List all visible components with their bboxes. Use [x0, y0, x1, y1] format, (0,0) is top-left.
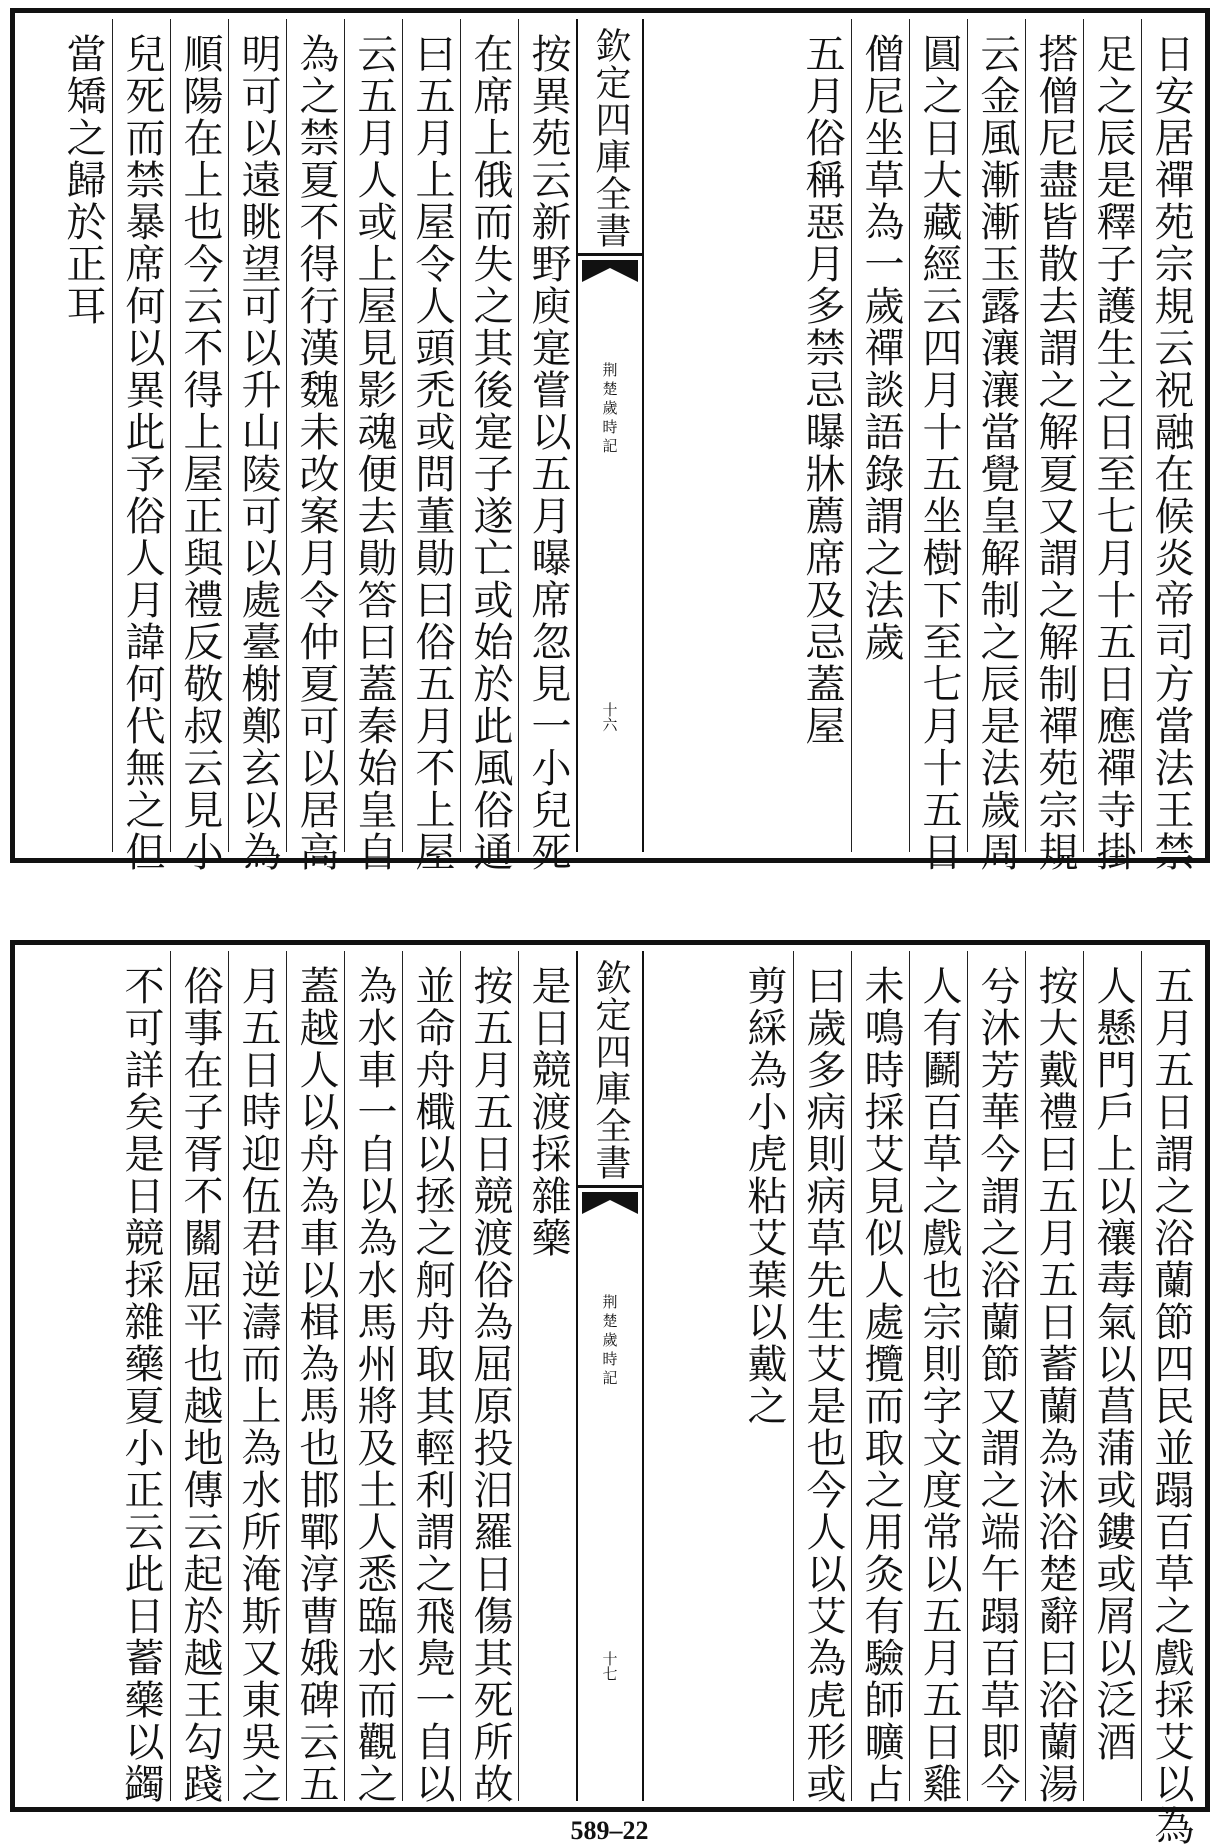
- text-column: [228, 19, 286, 873]
- text-column: [286, 951, 344, 1805]
- column-text: 曰五月上屋令人頭禿或問董勛曰俗五月不上屋: [409, 33, 455, 873]
- column-text: 人懸門戶上以禳毒氣以菖蒲或鏤或屑以泛酒: [1090, 965, 1136, 1763]
- text-column: [460, 19, 518, 873]
- text-column: [112, 19, 170, 873]
- column-text: 不可詳矣是日競採雜藥夏小正云此日蓄藥以蠲: [118, 965, 164, 1805]
- fold-band: [578, 1185, 642, 1188]
- text-column: [286, 19, 344, 873]
- column-text: 是日競渡採雜藥: [525, 965, 571, 1259]
- column-text: 五月五日謂之浴蘭節四民並蹋百草之戲採艾以為: [1148, 965, 1194, 1847]
- fishtail-mark-icon: [582, 1192, 638, 1214]
- page-number: 589–22: [570, 1816, 649, 1845]
- column-text: 兮沐芳華今謂之浴蘭節又謂之端午蹋百草即今: [974, 965, 1020, 1805]
- column-text: 俗事在子胥不關屈平也越地傳云起於越王勾踐: [177, 965, 223, 1805]
- text-column: [1025, 19, 1083, 873]
- text-column: [967, 19, 1025, 873]
- text-column: [344, 951, 402, 1805]
- text-column: [54, 19, 112, 852]
- column-text: 為之禁夏不得行漢魏未改案月令仲夏可以居高: [293, 33, 339, 873]
- text-column: [1083, 19, 1141, 873]
- text-column: [1025, 951, 1083, 1805]
- text-column: [1141, 951, 1199, 1847]
- column-text: 日安居禪苑宗規云祝融在候炎帝司方當法王禁: [1148, 33, 1194, 873]
- left-half: [21, 19, 576, 873]
- chapter-title: 荆楚歲時記: [600, 362, 619, 457]
- text-column: [518, 19, 576, 873]
- fold-band: [578, 253, 642, 256]
- column-text: 蓋越人以舟為車以楫為馬也邯鄲淳曹娥碑云五: [293, 965, 339, 1805]
- text-column: [735, 951, 793, 1801]
- text-column: [793, 19, 851, 852]
- text-column: [170, 951, 228, 1805]
- text-column: [909, 951, 967, 1805]
- text-column: [112, 951, 170, 1805]
- center-fold: [576, 951, 644, 1801]
- column-text: 足之辰是釋子護生之日至七月十五日應禪寺掛: [1090, 33, 1136, 873]
- center-fold: [576, 19, 644, 852]
- column-text: 當矯之歸於正耳: [60, 33, 106, 327]
- text-column: [344, 19, 402, 873]
- text-column: [1141, 19, 1199, 873]
- column-text: 按異苑云新野庾寔嘗以五月曝席忽見一小兒死: [525, 33, 571, 873]
- text-column: [909, 19, 967, 873]
- text-column: [402, 19, 460, 873]
- column-text: 云金風漸漸玉露瀼瀼當覺皇解制之辰是法歲周: [974, 33, 1020, 873]
- column-text: 五月俗稱惡月多禁忌曝牀薦席及忌蓋屋: [799, 33, 845, 747]
- text-column: [170, 19, 228, 873]
- text-column: [402, 951, 460, 1805]
- column-text: 明可以遠眺望可以升山陵可以處臺榭鄭玄以為: [235, 33, 281, 873]
- page-top: [10, 8, 1210, 873]
- book-title: 欽定四庫全書: [590, 27, 631, 249]
- left-half: [21, 951, 576, 1805]
- text-column: [851, 951, 909, 1805]
- column-text: 月五日時迎伍君逆濤而上為水所淹斯又東吳之: [235, 965, 281, 1805]
- right-half: [644, 19, 1199, 873]
- column-text: 搭僧尼盡皆散去謂之解夏又謂之解制禪苑宗規: [1032, 33, 1078, 873]
- text-column: [793, 951, 851, 1805]
- chapter-title: 荆楚歲時記: [600, 1294, 619, 1389]
- column-text: 按五月五日競渡俗為屈原投汨羅日傷其死所故: [467, 965, 513, 1805]
- right-half: [644, 951, 1199, 1847]
- leaf-number: 十六: [600, 702, 619, 732]
- column-text: 圓之日大藏經云四月十五坐樹下至七月十五日: [916, 33, 962, 873]
- text-column: [228, 951, 286, 1805]
- leaf-number: 十七: [600, 1651, 619, 1681]
- column-text: 兒死而禁暴席何以異此予俗人月諱何代無之但: [119, 33, 165, 873]
- text-column: [1083, 951, 1141, 1801]
- column-text: 並命舟檝以拯之舸舟取其輕利謂之飛鳧一自以: [409, 965, 455, 1805]
- column-text: 順陽在上也今云不得上屋正與禮反敬叔云見小: [177, 33, 223, 873]
- column-text: 未鳴時採艾見似人處攬而取之用灸有驗師曠占: [858, 965, 904, 1805]
- text-column: [851, 19, 909, 852]
- column-text: 在席上俄而失之其後寔子遂亡或始於此風俗通: [467, 33, 513, 873]
- text-column: [967, 951, 1025, 1805]
- column-text: 云五月人或上屋見影魂便去勛答曰蓋秦始皇自: [351, 33, 397, 873]
- column-text: 曰歲多病則病草先生艾是也今人以艾為虎形或: [800, 965, 846, 1805]
- column-text: 剪綵為小虎粘艾葉以戴之: [741, 965, 787, 1427]
- text-column: [460, 951, 518, 1805]
- column-text: 人有鬬百草之戲也宗則字文度常以五月五日雞: [916, 965, 962, 1805]
- text-block: [21, 19, 1199, 873]
- fishtail-mark-icon: [582, 260, 638, 282]
- column-text: 為水車一自以為水馬州將及土人悉臨水而觀之: [351, 965, 397, 1805]
- column-text: 按大戴禮曰五月五日蓄蘭為沐浴楚辭曰浴蘭湯: [1032, 965, 1078, 1805]
- book-title: 欽定四庫全書: [590, 959, 631, 1181]
- text-column: [518, 951, 576, 1801]
- column-text: 僧尼坐草為一歲禪談語錄謂之法歲: [858, 33, 904, 663]
